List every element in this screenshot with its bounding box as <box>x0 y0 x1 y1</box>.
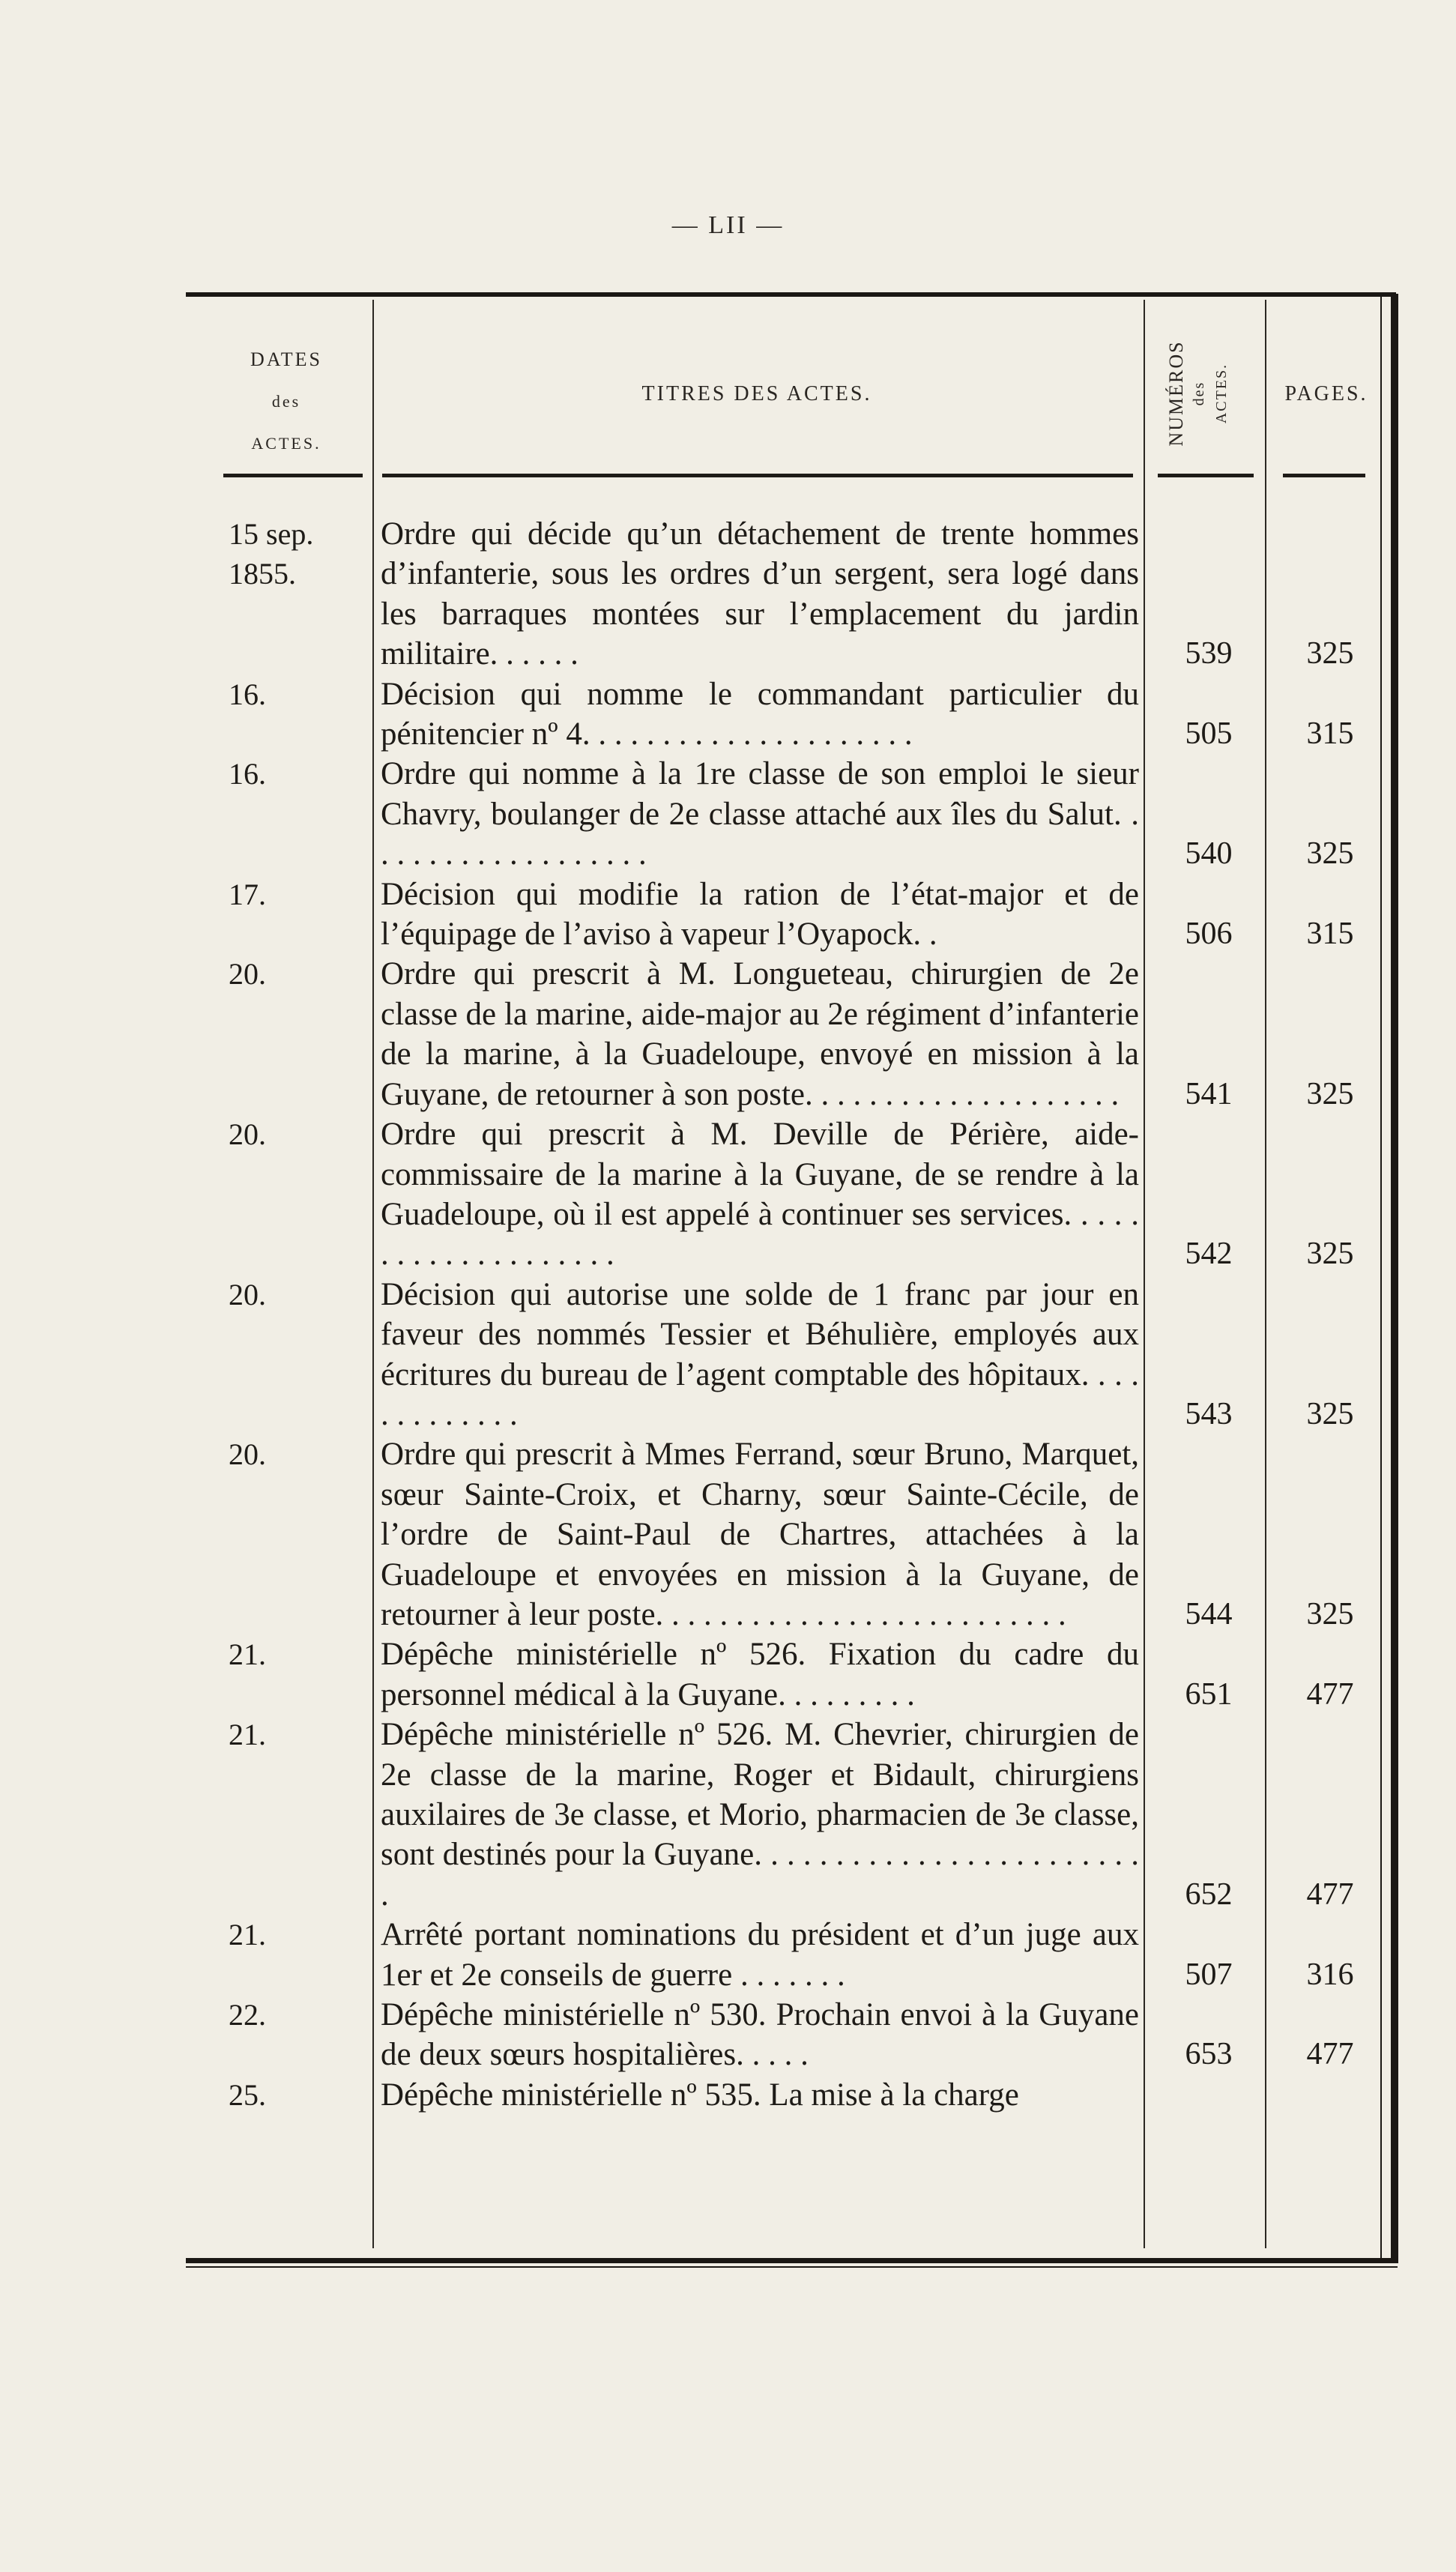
header-dates <box>196 339 376 465</box>
entry-number: 544 <box>1185 1596 1233 1631</box>
entry-date: 20. <box>229 1117 266 1152</box>
entry-page: 325 <box>1306 836 1354 872</box>
header-rule-titles <box>382 474 1133 477</box>
header-numeros-line3: ACTES. <box>1213 363 1230 424</box>
entry-number: 507 <box>1185 1957 1233 1992</box>
table-row <box>0 1715 1456 1915</box>
entry-page: 477 <box>1306 1676 1354 1712</box>
entry-title: Dépêche ministérielle nº 530. Prochain envoi à la Guyane de deux sœurs hospitalières. . . . . <box>381 1997 1139 2073</box>
page-number: — LII — <box>671 211 785 239</box>
entry-number: 543 <box>1185 1396 1233 1431</box>
entry-date: 21. <box>229 1918 266 1952</box>
entry-page: 315 <box>1306 716 1354 752</box>
entry-number: 506 <box>1185 917 1233 952</box>
entry-number: 505 <box>1185 716 1233 752</box>
entry-number: 542 <box>1185 1237 1233 1272</box>
entry-page: 325 <box>1306 636 1354 671</box>
entry-date: 20. <box>229 957 266 991</box>
table-row <box>0 1114 1456 1275</box>
entry-page: 316 <box>1306 1957 1354 1992</box>
entry-title: Décision qui autorise une solde de 1 franc par jour en faveur des nommés Tessier et Béhulière, employés aux écritures du bureau de l’agent comptable des hôpitaux. . . . . . . . . . . . . <box>381 1276 1139 1432</box>
entry-title: Ordre qui prescrit à M. Longueteau, chirurgien de 2e classe de la marine, aide-major au 2e régiment d’infanterie de la marine, à la Guadeloupe, envoyé en mission à la Guyane, de retourner à son poste. . . . . . . . . . . . . . . . . . . . <box>381 956 1139 1112</box>
entry-title: Ordre qui décide qu’un détachement de trente hommes d’infanterie, sous les ordres d’un sergent, sera logé dans les barraques montées sur l’emplacement du jardin militaire. . . . . . <box>381 516 1139 672</box>
entry-page: 477 <box>1306 2037 1354 2072</box>
header-dates-line2: des <box>271 392 301 411</box>
table-row <box>0 954 1456 1114</box>
header-rule-pages <box>1283 474 1365 477</box>
header-numeros-line2: des <box>1191 381 1207 406</box>
entry-number: 540 <box>1185 836 1233 872</box>
header-pages: PAGES. <box>1284 382 1368 405</box>
table-frame-bottom-inner <box>186 2266 1398 2268</box>
table-row <box>0 514 1456 674</box>
entry-page: 325 <box>1306 1396 1354 1431</box>
header-titles: TITRES DES ACTES. <box>641 382 872 405</box>
entry-date: 15 sep. 1855. <box>229 517 314 591</box>
table-row <box>0 674 1456 755</box>
header-dates-line1: DATES <box>250 348 322 370</box>
entry-page: 477 <box>1306 1877 1354 1912</box>
table-row <box>0 1275 1456 1435</box>
entry-date: 20. <box>229 1277 266 1311</box>
entry-number: 652 <box>1185 1877 1233 1912</box>
entry-title: Arrêté portant nominations du président et d’un juge aux 1er et 2e conseils de guerre . . . . . . . <box>381 1917 1139 1993</box>
entry-page: 325 <box>1306 1076 1354 1111</box>
entry-page: 325 <box>1306 1237 1354 1272</box>
header-numeros <box>1147 315 1251 472</box>
table-row <box>0 875 1456 955</box>
entry-title: Dépêche ministérielle nº 535. La mise à la charge <box>381 2077 1019 2113</box>
entry-number: 653 <box>1185 2037 1233 2072</box>
table-row <box>0 1995 1456 2075</box>
entry-title: Dépêche ministérielle nº 526. M. Chevrier, chirurgien de 2e classe de la marine, Roger et Bidault, chirurgiens auxilaires de 3e classe, et Morio, pharmacien de 3e classe, sont destinés pour la Guyane. . . . . . . . . . . . . . . . . . . . . . . . . <box>381 1717 1139 1913</box>
entry-date: 21. <box>229 1637 266 1672</box>
header-numeros-line1: NUMÉROS <box>1165 340 1187 447</box>
table-row <box>0 754 1456 874</box>
entry-date: 16. <box>229 677 266 711</box>
entry-title: Ordre qui prescrit à M. Deville de Périère, aide-commissaire de la marine à la Guyane, de se rendre à la Guadeloupe, où il est appelé à continuer ses services. . . . . . . . . . . . . . . . . . . . <box>381 1117 1139 1273</box>
header-rule-dates <box>223 474 363 477</box>
entry-title: Décision qui nomme le commandant particulier du pénitencier nº 4. . . . . . . . . . . . . . . . . . . . . <box>381 676 1139 752</box>
entry-page: 315 <box>1306 917 1354 952</box>
header-rule-numbers <box>1158 474 1254 477</box>
entry-title: Ordre qui nomme à la 1re classe de son emploi le sieur Chavry, boulanger de 2e classe attaché aux îles du Salut. . . . . . . . . . . . . . . . . . . <box>381 756 1139 872</box>
table-row <box>0 1634 1456 1715</box>
table-row <box>0 1915 1456 1995</box>
entry-date: 21. <box>229 1718 266 1752</box>
entry-number: 539 <box>1185 636 1233 671</box>
entry-number: 541 <box>1185 1076 1233 1111</box>
header-dates-line3: ACTES. <box>251 434 321 453</box>
table-row <box>0 2075 1456 2115</box>
table-row <box>0 1434 1456 1634</box>
entry-title: Décision qui modifie la ration de l’état-major et de l’équipage de l’aviso à vapeur l’Oyapock. . <box>381 876 1139 953</box>
entry-title: Ordre qui prescrit à Mmes Ferrand, sœur Bruno, Marquet, sœur Sainte-Croix, et Charny, sœur Sainte-Cécile, de l’ordre de Saint-Paul de Chartres, attachées à la Guadeloupe et envoyées en mission à la Guyane, de retourner à leur poste. . . . . . . . . . . . . . . . . . . . . . . . . . <box>381 1437 1139 1632</box>
entry-date: 22. <box>229 1998 266 2032</box>
table-frame-bottom <box>186 2258 1398 2263</box>
entry-date: 16. <box>229 757 266 791</box>
entry-date: 17. <box>229 877 266 911</box>
entry-date: 20. <box>229 1437 266 1472</box>
entry-number: 651 <box>1185 1676 1233 1712</box>
entry-date: 25. <box>229 2077 266 2112</box>
entry-title: Dépêche ministérielle nº 526. Fixation du cadre du personnel médical à la Guyane. . . . . . . . . <box>381 1637 1139 1712</box>
entries-list <box>0 514 1456 2115</box>
entry-page: 325 <box>1306 1596 1354 1631</box>
